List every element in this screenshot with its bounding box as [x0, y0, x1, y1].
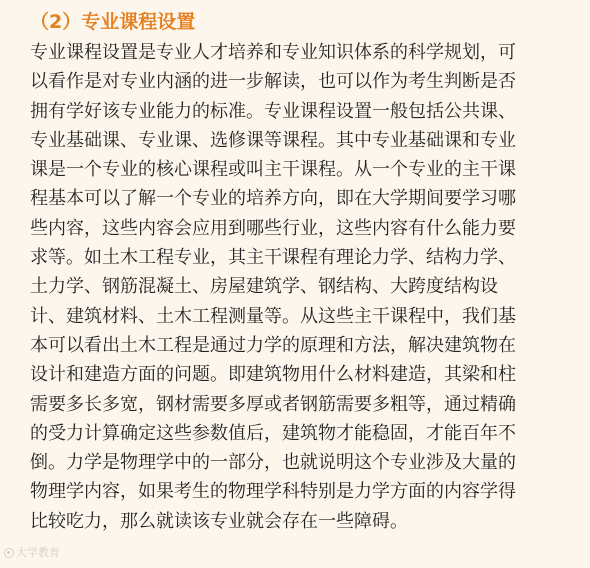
body-line-17: 比较吃力，那么就读该专业就会存在一些障碍。 — [30, 510, 408, 532]
body-line-8: 求等。如土木工程专业，其主干课程有理论力学、结构力学、 — [30, 247, 516, 269]
body-line-10: 计、建筑材料、土木工程测量等。从这些主干课程中，我们基 — [30, 305, 516, 327]
body-line-13: 需要多长多宽，钢材需要多厚或者钢筋需要多粗等，通过精确 — [30, 393, 516, 415]
watermark-text: 大学教育 — [16, 546, 60, 559]
section-heading: （2）专业课程设置 — [30, 11, 196, 33]
body-line-2: 以看作是对专业内涵的进一步解读，也可以作为考生判断是否 — [30, 71, 516, 93]
body-line-15: 倒。力学是物理学中的一部分，也就说明这个专业涉及大量的 — [30, 452, 516, 474]
section-body — [30, 38, 562, 536]
body-line-6: 程基本可以了解一个专业的培养方向，即在大学期间要学习哪 — [30, 188, 516, 210]
watermark — [4, 546, 60, 560]
body-line-14: 的受力计算确定这些参数值后，建筑物才能稳固，才能百年不 — [30, 422, 516, 444]
body-line-16: 物理学内容，如果考生的物理学科特别是力学方面的内容学得 — [30, 481, 516, 503]
body-line-5: 课是一个专业的核心课程或叫主干课程。从一个专业的主干课 — [30, 159, 516, 181]
body-line-3: 拥有学好该专业能力的标准。专业课程设置一般包括公共课、 — [30, 100, 516, 122]
body-line-4: 专业基础课、专业课、选修课等课程。其中专业基础课和专业 — [30, 129, 516, 151]
body-line-11: 本可以看出土木工程是通过力学的原理和方法，解决建筑物在 — [30, 334, 516, 356]
body-line-12: 设计和建造方面的问题。即建筑物用什么材料建造，其梁和柱 — [30, 364, 516, 386]
body-line-1: 专业课程设置是专业人才培养和专业知识体系的科学规划，可 — [30, 42, 516, 63]
watermark-logo-icon — [4, 548, 14, 558]
body-line-9: 土力学、钢筋混凝土、房屋建筑学、钢结构、大跨度结构设 — [30, 276, 498, 298]
body-line-7: 些内容，这些内容会应用到哪些行业，这些内容有什么能力要 — [30, 217, 516, 239]
